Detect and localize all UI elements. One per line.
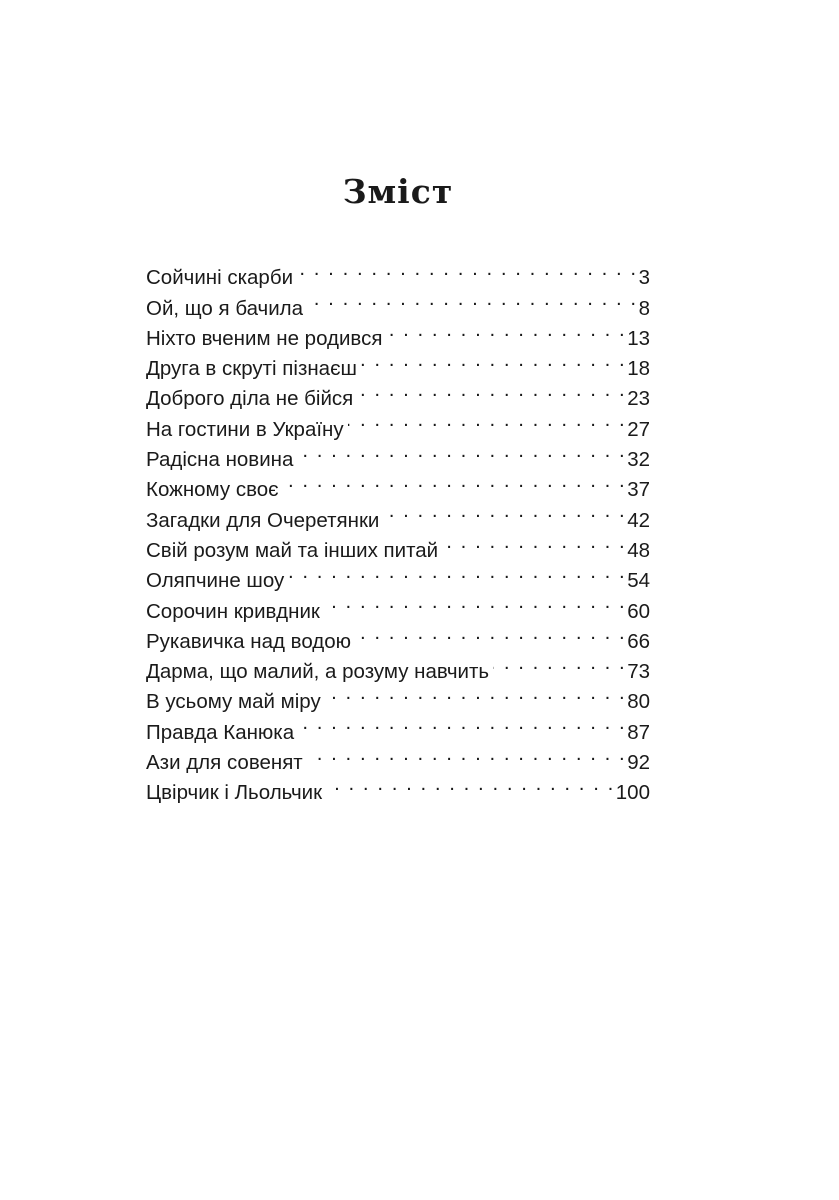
- toc-entry-title: Ніхто вченим не родився: [146, 326, 383, 350]
- dot-leader: [383, 496, 626, 526]
- toc-entry-title: Сорочин кривдник: [146, 599, 320, 623]
- toc-page-number: 32: [627, 448, 650, 472]
- toc-page-number: 73: [627, 660, 650, 684]
- dot-leader: [325, 678, 626, 708]
- dot-leader: [348, 405, 627, 435]
- dot-leader: [288, 557, 626, 587]
- table-of-contents: [146, 254, 650, 805]
- toc-entry-title: В усьому май міру: [146, 690, 321, 714]
- dot-leader: [357, 375, 626, 405]
- toc-entry-title: Кожному своє: [146, 478, 279, 502]
- toc-entry-title: Правда Канюка: [146, 720, 295, 744]
- toc-page-number: 3: [638, 266, 650, 290]
- toc-entry-title: Дарма, що малий, а розуму навчить: [146, 660, 490, 684]
- toc-page-number: 60: [627, 599, 650, 623]
- toc-entry-title: Друга в скруті пізнаєш: [146, 357, 357, 381]
- toc-entry: [146, 254, 650, 290]
- toc-page-number: 42: [627, 508, 650, 532]
- toc-entry-title: Цвірчик і Льольчик: [146, 781, 323, 805]
- dot-leader: [386, 315, 626, 345]
- dot-leader: [298, 708, 626, 738]
- toc-page-number: 48: [627, 538, 650, 562]
- dot-leader: [283, 466, 627, 496]
- toc-page-number: 23: [627, 387, 650, 411]
- toc-page-number: 27: [627, 417, 650, 441]
- toc-page-number: 100: [615, 781, 650, 805]
- toc-entry-title: Доброго діла не бійся: [146, 387, 354, 411]
- toc-page-number: 66: [627, 629, 650, 653]
- page-title: Зміст: [342, 172, 454, 211]
- toc-entry-title: Сойчині скарби: [146, 266, 294, 290]
- dot-leader: [297, 436, 626, 466]
- dot-leader: [361, 345, 626, 375]
- dot-leader: [324, 587, 626, 617]
- toc-entry-title: На гостини в Україну: [146, 417, 344, 441]
- dot-leader: [297, 254, 638, 284]
- toc-entry-title: Ази для совенят: [146, 751, 303, 775]
- toc-entry-title: Ой, що я бачила: [146, 296, 304, 320]
- dot-leader: [355, 618, 626, 648]
- toc-entry-title: Радісна новина: [146, 448, 294, 472]
- toc-page-number: 80: [627, 690, 650, 714]
- dot-leader: [326, 769, 615, 799]
- dot-leader: [442, 527, 626, 557]
- dot-leader: [493, 648, 626, 678]
- toc-page-number: 54: [627, 569, 650, 593]
- toc-page-number: 37: [627, 478, 650, 502]
- dot-leader: [307, 284, 638, 314]
- toc-entry-title: Оляпчине шоу: [146, 569, 285, 593]
- toc-page-number: 18: [627, 357, 650, 381]
- dot-leader: [307, 739, 626, 769]
- toc-entry-title: Загадки для Очеретянки: [146, 508, 380, 532]
- toc-page-number: 13: [627, 326, 650, 350]
- toc-page-number: 8: [638, 296, 650, 320]
- toc-page-number: 87: [627, 720, 650, 744]
- toc-entry-title: Свій розум май та інших питай: [146, 538, 439, 562]
- toc-page-number: 92: [627, 751, 650, 775]
- toc-entry-title: Рукавичка над водою: [146, 629, 352, 653]
